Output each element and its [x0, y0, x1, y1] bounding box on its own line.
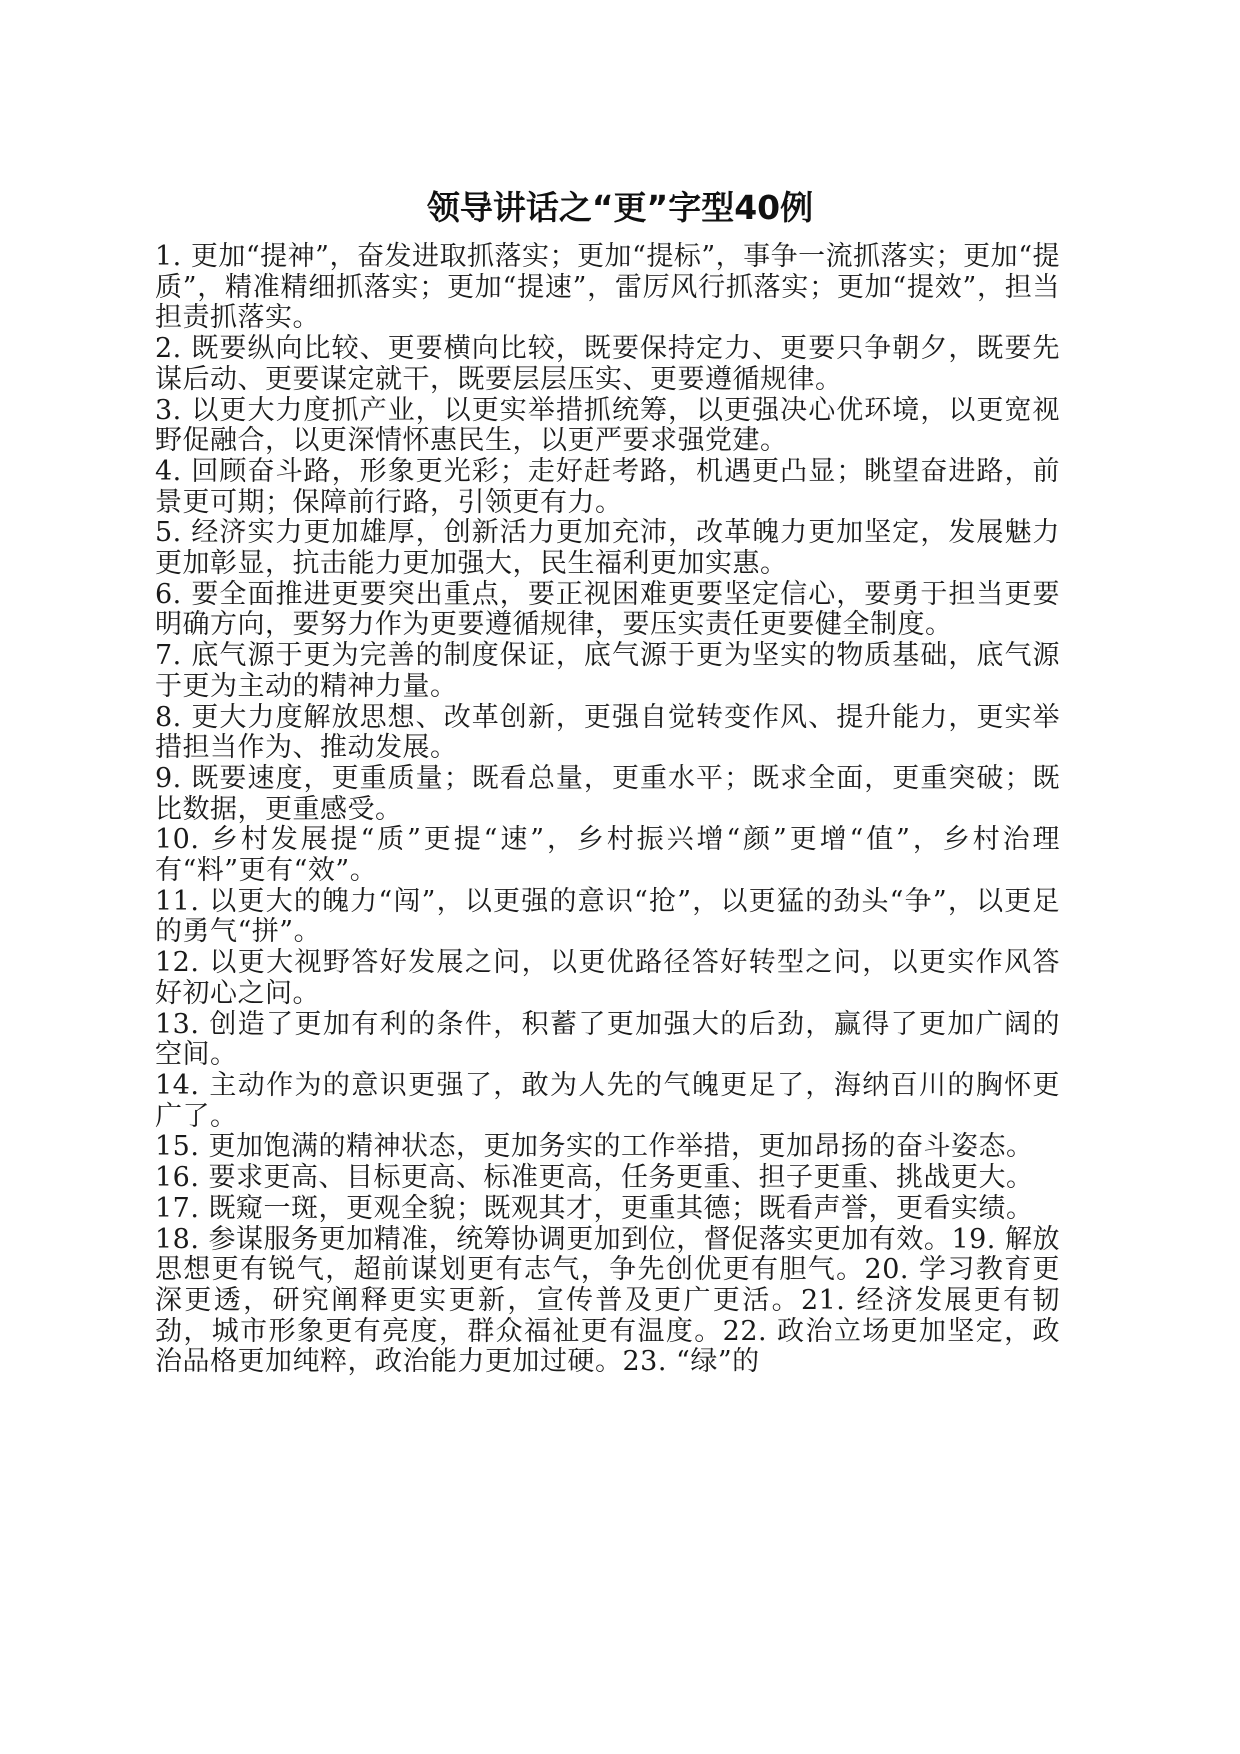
paragraph-13: 13. 创造了更加有利的条件，积蓄了更加强大的后劲，赢得了更加广阔的空间。: [155, 1008, 1060, 1071]
paragraph-10: 10. 乡村发展提“质”更提“速”，乡村振兴增“颜”更增“值”，乡村治理有“料”更有“效”。: [155, 824, 1060, 887]
paragraph-14: 14. 主动作为的意识更强了，敢为人先的气魄更足了，海纳百川的胸怀更广了。: [155, 1069, 1060, 1132]
paragraph-15: 15. 更加饱满的精神状态，更加务实的工作举措，更加昂扬的奋斗姿态。: [155, 1131, 1034, 1163]
paragraph-4: 4. 回顾奋斗路，形象更光彩；走好赶考路，机遇更凸显；眺望奋进路，前景更可期；保障前行路，引领更有力。: [155, 455, 1060, 518]
paragraph-3: 3. 以更大力度抓产业，以更实举措抓统筹，以更强决心优环境，以更宽视野促融合，以更深情怀惠民生，以更严要求强党建。: [155, 394, 1060, 457]
paragraph-18-23: 18. 参谋服务更加精准，统筹协调更加到位，督促落实更加有效。19. 解放思想更有锐气，超前谋划更有志气，争先创优更有胆气。20. 学习教育更深更透，研究阐释更实更新，宣传普及更广更活。21. 经济发展更有韧劲，城市形象更有亮度，群众福祉更有温度。22. 政治立场更加坚定，政治品格更加纯粹，政治能力更加过硬。23. “绿”的: [155, 1223, 1060, 1378]
paragraph-2: 2. 既要纵向比较、更要横向比较，既要保持定力、更要只争朝夕，既要先谋后动、更要谋定就干，既要层层压实、更要遵循规律。: [155, 333, 1060, 395]
document-body: [155, 242, 1060, 1378]
paragraph-1: 1. 更加“提神”，奋发进取抓落实；更加“提标”，事争一流抓落实；更加“提质”，精准精细抓落实；更加“提速”，雷厉风行抓落实；更加“提效”，担当担责抓落实。: [155, 241, 1060, 334]
paragraph-12: 12. 以更大视野答好发展之问，以更优路径答好转型之问，以更实作风答好初心之问。: [155, 947, 1060, 1009]
paragraph-11: 11. 以更大的魄力“闯”，以更强的意识“抢”，以更猛的劲头“争”，以更足的勇气“拼”。: [155, 885, 1060, 948]
paragraph-5: 5. 经济实力更加雄厚，创新活力更加充沛，改革魄力更加坚定，发展魅力更加彰显，抗击能力更加强大，民生福利更加实惠。: [155, 517, 1060, 580]
paragraph-17: 17. 既窥一斑，更观全貌；既观其才，更重其德；既看声誉，更看实绩。: [155, 1192, 1034, 1224]
paragraph-9: 9. 既要速度，更重质量；既看总量，更重水平；既求全面，更重突破；既比数据，更重感受。: [155, 762, 1060, 825]
paragraph-16: 16. 要求更高、目标更高、标准更高，任务更重、担子更重、挑战更大。: [155, 1162, 1034, 1194]
paragraph-8: 8. 更大力度解放思想、改革创新，更强自觉转变作风、提升能力，更实举措担当作为、推动发展。: [155, 701, 1060, 764]
paragraph-6: 6. 要全面推进更要突出重点，要正视困难更要坚定信心，要勇于担当更要明确方向，要努力作为更要遵循规律，要压实责任更要健全制度。: [155, 578, 1060, 641]
document-title: 领导讲话之“更”字型40例: [426, 188, 814, 227]
paragraph-7: 7. 底气源于更为完善的制度保证，底气源于更为坚实的物质基础，底气源于更为主动的精神力量。: [155, 640, 1060, 702]
